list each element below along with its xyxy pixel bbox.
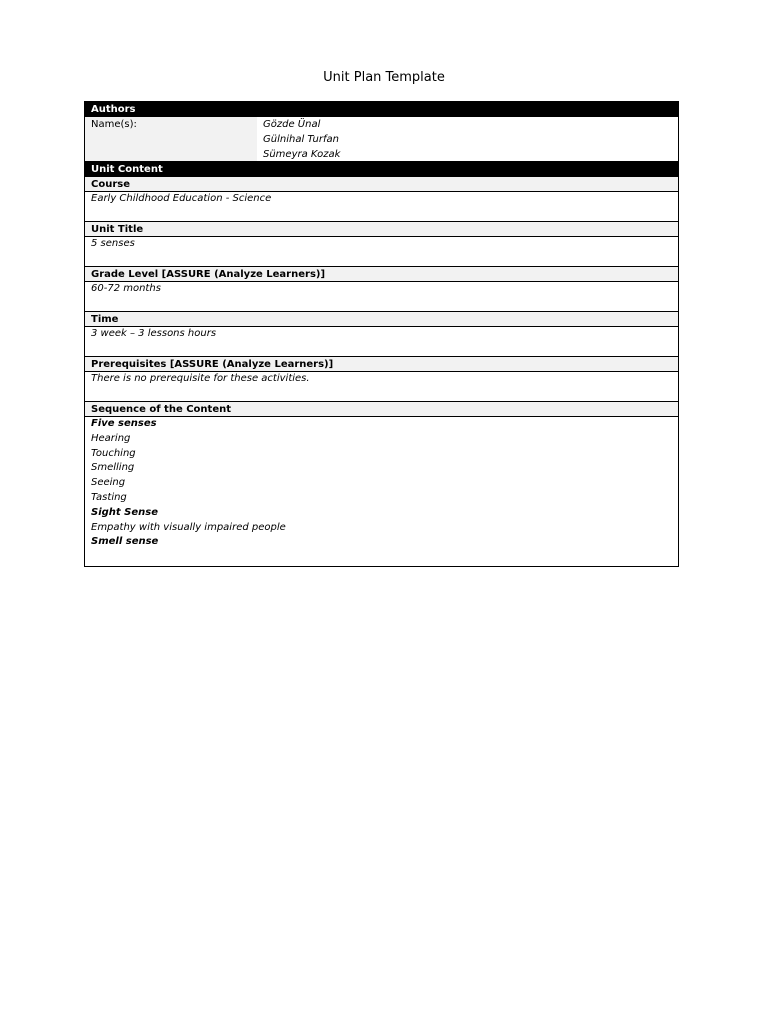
grade-level-value: 60-72 months [85, 282, 678, 312]
author-names-list [257, 117, 678, 161]
sequence-item: Smelling [91, 462, 135, 474]
course-value: Early Childhood Education - Science [85, 192, 678, 222]
time-value: 3 week – 3 lessons hours [85, 327, 678, 357]
unit-title-label: Unit Title [85, 222, 678, 237]
course-label: Course [85, 177, 678, 192]
sequence-item: Five senses [91, 418, 157, 429]
sequence-item: Empathy with visually impaired people [91, 521, 286, 533]
author-name: Sümeyra Kozak [263, 148, 341, 160]
sequence-item: Seeing [91, 477, 126, 489]
sequence-item: Tasting [91, 491, 127, 503]
author-name: Gözde Ünal [263, 119, 321, 130]
grade-level-label: Grade Level [ASSURE (Analyze Learners)] [85, 267, 678, 282]
sequence-list [85, 417, 678, 566]
names-label: Name(s): [85, 117, 257, 161]
unit-content-header: Unit Content [85, 162, 678, 177]
sequence-label: Sequence of the Content [85, 402, 678, 417]
unit-plan-table [84, 101, 679, 567]
unit-title-value: 5 senses [85, 237, 678, 267]
prerequisites-label: Prerequisites [ASSURE (Analyze Learners)] [85, 357, 678, 372]
sequence-item: Hearing [91, 432, 131, 444]
sequence-item: Smell sense [91, 536, 159, 548]
authors-row [85, 117, 678, 162]
time-label: Time [85, 312, 678, 327]
prerequisites-value: There is no prerequisite for these activities. [85, 372, 678, 402]
authors-header: Authors [85, 102, 678, 117]
sequence-item: Touching [91, 447, 136, 459]
author-name: Gülnihal Turfan [263, 133, 339, 145]
document-title: Unit Plan Template [323, 70, 445, 85]
sequence-item: Sight Sense [91, 506, 159, 518]
